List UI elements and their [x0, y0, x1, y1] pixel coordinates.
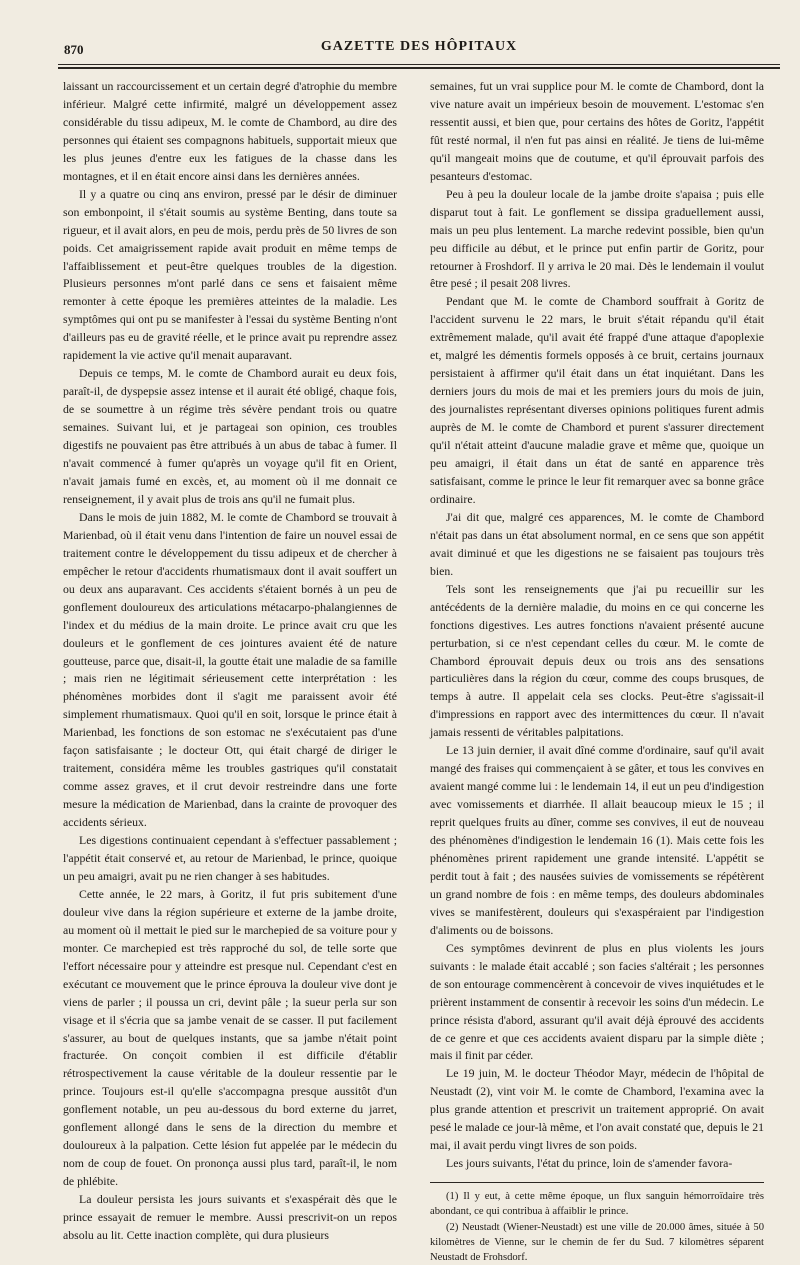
paragraph: Tels sont les renseignements que j'ai pu recueillir sur les antécédents de la dernière maladie, du moins en ce qui concerne les fonctions digestives. Les autres fonctions n'avaient présenté aucune perturbation, si ce n'est cependant celles du cœur. M. le comte de Chambord éprouvait depuis deux ou trois ans des sensations particulières dans la région du cœur, comme des coups brusques, de temps à autre. Il appelait cela ses clocks. Peut-être s'agissait-il d'impressions en rapport avec des intermittences du cœur. Il n'avait jamais ressenti de véritables palpitations. — [430, 581, 764, 740]
header-rule-thick — [58, 67, 780, 69]
paragraph: La douleur persista les jours suivants et s'exaspérait dès que le prince essayait de remuer le membre. Aussi prescrivit-on un repos absolu au lit. Cette inaction complète, qui dura plusieurs — [63, 1192, 397, 1242]
left-column — [63, 78, 397, 1245]
paragraph: Le 19 juin, M. le docteur Théodor Mayr, médecin de l'hôpital de Neustadt (2), vint voir M. le comte de Chambord, l'examina avec la plus grande attention et prescrivit un traitement approprié. On avait pesé le malade ce jour-là même, et l'on avait constaté que, depuis le 21 mai, il avait perdu vingt livres de son poids. — [430, 1066, 764, 1153]
paragraph: J'ai dit que, malgré ces apparences, M. le comte de Chambord n'était pas dans un état absolument normal, en ce sens que son appétit avait diminué et que les digestions ne se faisaient pas toujours très bien. — [430, 509, 764, 578]
right-column — [430, 78, 764, 1265]
paragraph: Pendant que M. le comte de Chambord souffrait à Goritz de l'accident survenu le 22 mars, le bruit s'était répandu qu'il était extrêmement malade, qu'il avait été frappé d'une attaque d'apoplexie et, malgré les démentis formels opposés à ce bruit, certains journaux persistaient à affirmer qu'il était dans un état inquiétant. Dans les derniers jours du mois de mai et les premiers jours du mois de juin, des journalistes représentant diverses opinions politiques furent admis auprès de M. le comte de Chambord et purent s'assurer directement qu'il n'était atteint d'aucune maladie grave et même que, quoique un peu amaigri, il était dans un état de santé en apparence très satisfaisant, comme le prince le leur fit remarquer avec sa bonne grâce ordinaire. — [430, 294, 764, 506]
paragraph: Il y a quatre ou cinq ans environ, pressé par le désir de diminuer son embonpoint, il s'était soumis au système Benting, dans toute sa rigueur, et il avait alors, en peu de mois, perdu près de 50 livres de son poids. Cet amaigrissement rapide avait produit en même temps de l'affaiblissement et peut-être quelques troubles de la digestion. Plusieurs personnes m'ont parlé dans ce sens et faisaient même remonter à cette époque les premières atteintes de la maladie. Les symptômes qui ont pu se manifester à l'essai du système Benting n'ont d'ailleurs pas eu de gravité réelle, et le prince avait pu reprendre assez rapidement la vie active qu'il menait auparavant. — [63, 186, 397, 363]
paragraph: Depuis ce temps, M. le comte de Chambord aurait eu deux fois, paraît-il, de dyspepsie assez intense et il aurait été obligé, chaque fois, de se soumettre à un régime très sévère pendant trois ou quatre semaines. Suivant lui, et je partageai son opinion, ces troubles digestifs ne pouvaient pas être attribués à un abus de tabac à fumer. Il n'avait commencé à fumer qu'après un voyage qu'il fit en Orient, n'avait jamais fumé en excès, et, au moment où il me donnait ce renseignement, il y avait plus de trois ans qu'il ne fumait plus. — [63, 366, 397, 506]
page-number: 870 — [64, 42, 84, 57]
paragraph: Les jours suivants, l'état du prince, loin de s'amender favora- — [446, 1156, 733, 1171]
paragraph: Les digestions continuaient cependant à s'effectuer passablement ; l'appétit était conservé et, au retour de Marienbad, le prince, quoique un peu amaigri, avait pu ne rien changer à ses habitudes. — [63, 833, 397, 883]
paragraph: Cette année, le 22 mars, à Goritz, il fut pris subitement d'une douleur vive dans la région supérieure et externe de la jambe droite, au moment où il mettait le pied sur le marchepied de sa voiture pour y monter. Ce marchepied est très rapproché du sol, de telle sorte que l'effort nécessaire pour y atteindre est presque nul. Cependant c'est en exécutant ce mouvement que le prince éprouva la douleur vive dont je viens de parler ; il poussa un cri, devint pâle ; la sueur perla sur son visage et il s'écria que sa jambe venait de se casser. Il put facilement s'assurer, au bout de quelques instants, que sa jambe n'était point fracturée. On conçoit combien il est difficile d'établir rétrospectivement la cause véritable de la douleur ressentie par le prince. Toujours est-il qu'elle s'accompagna presque aussitôt d'un gonflement notable, un peu au-dessous du bord externe du jarret, gonflement allongé dans le sens de la direction du membre et douloureux à la palpation. Cette lésion fut appelée par le médecin du nom de coup de fouet. On prononça aussi plus tard, paraît-il, le nom de phlébite. — [63, 886, 397, 1189]
paragraph: Le 13 juin dernier, il avait dîné comme d'ordinaire, sauf qu'il avait mangé des fraises qui commençaient à se gâter, et tous les convives en avaient mangé comme lui : le lendemain 14, il eut un peu d'indigestion avec vomissements et diarrhée. Il allait beaucoup mieux le 15 ; il reprit quelques fruits au dîner, comme ses convives, il eut de nouveau des phénomènes d'indigestion le lendemain 16 (1). Mais cette fois les phénomènes prirent rapidement une grande intensité. L'appétit se perdit tout à fait ; des nausées suivies de vomissements se répétèrent un grand nombre de fois : en même temps, des douleurs abdominales vives se manifestèrent, douleurs qui s'exaspéraient par l'indigestion d'aliments ou de boissons. — [430, 743, 764, 937]
page-header — [58, 38, 780, 60]
paragraph: Dans le mois de juin 1882, M. le comte de Chambord se trouvait à Marienbad, où il était venu dans l'intention de faire un nouvel essai de traitement contre le développement du tissu adipeux et de chercher à empêcher le retour d'accidents rhumatismaux dont il avait souffert un ou deux ans auparavant. Ces accidents s'étaient bornés à un peu de gonflement douloureux des articulations métacarpo-phalangiennes de l'index et du médius de la main droite. Le prince avait cru que les douleurs et le gonflement de ces jointures avaient été de nature goutteuse, parce que, disait-il, la goutte était une maladie de sa famille ; mais rien ne légitimait sérieusement cette interprétation : les phénomènes morbides dont il s'agit me paraissent avoir été simplement rhumatismaux. Quoi qu'il en soit, lorsque le prince était à Marienbad, les fonctions de son estomac ne s'exécutaient pas d'une façon satisfaisante ; le docteur Ott, qui était chargé de diriger le traitement, considéra même les troubles gastriques qu'il constatait comme assez graves, et il crut devoir restreindre dans une forte mesure la médication de Marienbad, dans la crainte de provoquer des accidents sérieux. — [63, 509, 397, 830]
running-title: GAZETTE DES HÔPITAUX — [320, 39, 518, 54]
paragraph: Ces symptômes devinrent de plus en plus violents les jours suivants : le malade était accablé ; son facies s'altérait ; les personnes de son entourage commencèrent à concevoir de vives inquiétudes et le prièrent instamment de consentir à recevoir les soins d'un médecin. Le prince résista d'abord, assurant qu'il avait déjà éprouvé des accidents de ce genre et que ces accidents avaient disparu par la simple diète ; mais il finit par céder. — [430, 940, 764, 1063]
header-rule-thin — [58, 64, 780, 65]
footnote: (1) Il y eut, à cette même époque, un flux sanguin hémorroïdaire très abondant, ce qui contribua à affaiblir le prince. — [430, 1191, 764, 1218]
paragraph: semaines, fut un vrai supplice pour M. le comte de Chambord, dont la vive nature avait un impérieux besoin de mouvement. L'estomac s'en ressentit aussi, et bien que, pour certains des hôtes de Goritz, l'appétit fût resté normal, il n'en fut pas ainsi en réalité. Je tiens de lui-même qu'il mangeait moins que de coutume, et qu'il éprouvait parfois des pesanteurs d'estomac. — [430, 79, 764, 183]
footnotes — [430, 1189, 764, 1265]
paragraph: Peu à peu la douleur locale de la jambe droite s'apaisa ; puis elle disparut tout à fait. Le gonflement se dissipa graduellement aussi, mais un peu plus lentement. La marche redevint possible, bien qu'un peu difficile au début, et le prince put enfin partir de Goritz, pour retourner à Froshdorf. Il y arriva le 20 mai. Dès le lendemain il voulut être pesé ; il pesait 208 livres. — [430, 186, 764, 291]
footnote: (2) Neustadt (Wiener-Neustadt) est une ville de 20.000 âmes, située à 50 kilomètres de Vienne, sur le chemin de fer du Sud. 7 kilomètres séparent Neustadt de Frohsdorf. — [430, 1221, 764, 1263]
footnote-rule — [430, 1182, 764, 1183]
paragraph: laissant un raccourcissement et un certain degré d'atrophie du membre inférieur. Malgré cette infirmité, malgré un développement assez considérable du tissu adipeux, M. le comte de Chambord, au dire des personnes qui étaient ses compagnons habituels, supportait mieux que les plus jeunes d'entre eux les fatigues de la chasse dans les montagnes, et il en était encore ainsi dans les dernières années. — [63, 79, 397, 183]
